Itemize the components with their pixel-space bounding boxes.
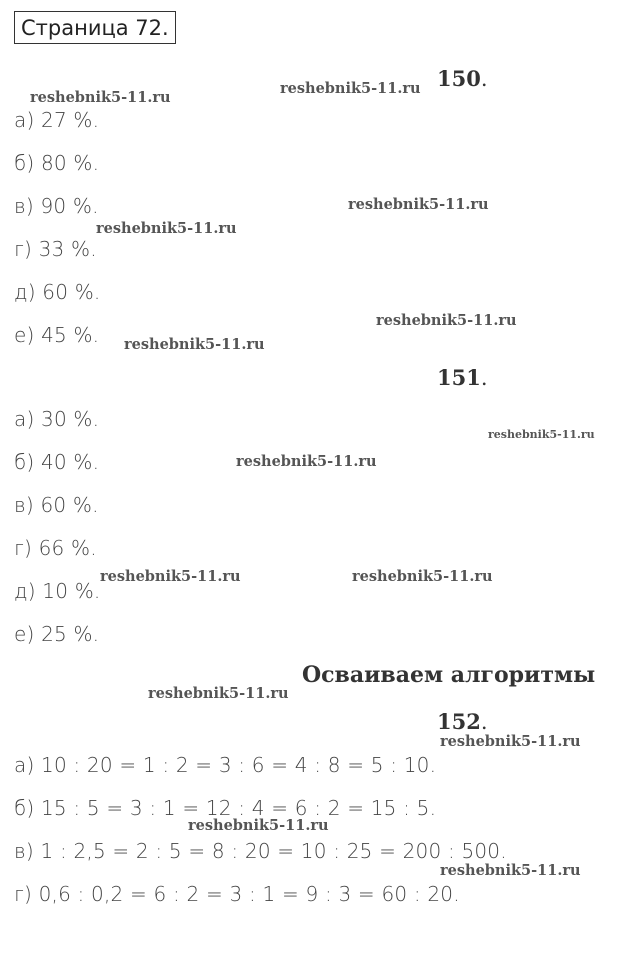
task-150-answer-f: е) 45 %. (14, 323, 100, 347)
watermark: reshebnik5-11.ru (488, 428, 595, 441)
watermark: reshebnik5-11.ru (100, 568, 241, 585)
watermark: reshebnik5-11.ru (124, 336, 265, 353)
task-152-answer-c: в) 1 : 2,5 = 2 : 5 = 8 : 20 = 10 : 25 = 200 : 500. (14, 839, 507, 863)
task-152-answer-b: б) 15 : 5 = 3 : 1 = 12 : 4 = 6 : 2 = 15 : 5. (14, 796, 437, 820)
watermark: reshebnik5-11.ru (236, 453, 377, 470)
watermark: reshebnik5-11.ru (348, 196, 489, 213)
section-title: Осваиваем алгоритмы (302, 662, 596, 688)
task-150-answer-e: д) 60 %. (14, 280, 101, 304)
watermark: reshebnik5-11.ru (440, 862, 581, 879)
task-152-answer-a: а) 10 : 20 = 1 : 2 = 3 : 6 = 4 : 8 = 5 : 10. (14, 753, 437, 777)
task-150-answer-b: б) 80 %. (14, 151, 100, 175)
watermark: reshebnik5-11.ru (30, 89, 171, 106)
watermark: reshebnik5-11.ru (352, 568, 493, 585)
task-151-answer-f: е) 25 %. (14, 622, 100, 646)
watermark: reshebnik5-11.ru (96, 220, 237, 237)
task-151-answer-c: в) 60 %. (14, 493, 99, 517)
task-151-answer-d: г) 66 %. (14, 536, 97, 560)
watermark: reshebnik5-11.ru (188, 817, 329, 834)
task-150-number: 150. (437, 66, 488, 91)
watermark: reshebnik5-11.ru (440, 733, 581, 750)
task-152-number: 152. (437, 709, 488, 734)
watermark: reshebnik5-11.ru (148, 685, 289, 702)
watermark: reshebnik5-11.ru (376, 312, 517, 329)
watermark: reshebnik5-11.ru (280, 80, 421, 97)
task-151-answer-e: д) 10 %. (14, 579, 101, 603)
task-150-answer-c: в) 90 %. (14, 194, 99, 218)
task-151-answer-a: а) 30 %. (14, 407, 100, 431)
page-label: Страница 72. (14, 11, 176, 44)
task-152-answer-d: г) 0,6 : 0,2 = 6 : 2 = 3 : 1 = 9 : 3 = 60 : 20. (14, 882, 460, 906)
task-151-number: 151. (437, 365, 488, 390)
task-151-answer-b: б) 40 %. (14, 450, 100, 474)
task-150-answer-d: г) 33 %. (14, 237, 97, 261)
task-150-answer-a: а) 27 %. (14, 108, 100, 132)
